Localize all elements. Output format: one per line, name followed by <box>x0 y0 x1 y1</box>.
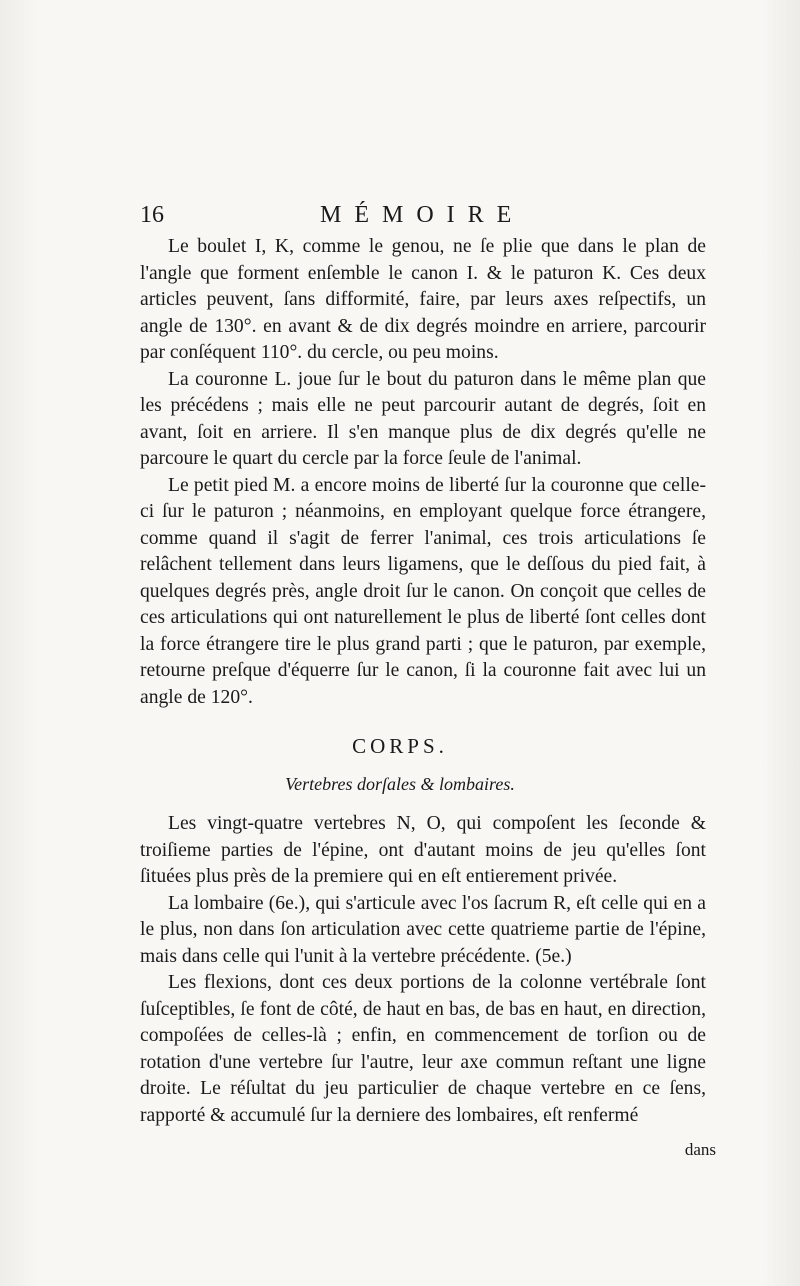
section-heading: CORPS. <box>352 734 448 758</box>
page-header <box>140 200 720 236</box>
page-number: 16 <box>140 202 164 228</box>
paragraph: Les flexions, dont ces deux portions de la colonne vertébrale ſont ſuſceptibles, ſe font de côté, de haut en bas, de bas en haut, en direction, compoſées de celles-là ; enfin, en commencement de torſion ou de rotation d'une vertebre ſur l'autre, leur axe commun reſtant une ligne droite. Le réſultat du jeu particulier de chaque vertebre en ce ſens, rapporté & accumulé ſur la derniere des lombaires, eſt renfermé <box>140 972 706 1126</box>
paragraph: Les vingt-quatre vertebres N, O, qui compoſent les ſeconde & troiſieme parties de l'épine, ont d'autant moins de jeu qu'elles ſont ſituées plus près de la premiere qui en eſt entierement privée. <box>140 813 706 887</box>
running-title: MÉMOIRE <box>320 202 525 228</box>
text-block-upper <box>140 234 706 711</box>
paragraph: La couronne L. joue ſur le bout du paturon dans le même plan que les précédens ; mais elle ne peut parcourir autant de degrés, ſoit en avant, ſoit en arriere. Il s'en manque plus de dix degrés qu'elle ne parcoure le quart du cercle par la force ſeule de l'animal. <box>140 368 706 469</box>
catchword: dans <box>684 1140 716 1159</box>
text-block-lower <box>140 811 706 1129</box>
paragraph: La lombaire (6e.), qui s'articule avec l'os ſacrum R, eſt celle qui en a le plus, non dans ſon articulation avec cette quatrieme partie de l'épine, mais dans celle qui l'unit à la vertebre précédente. (5e.) <box>140 892 706 967</box>
paragraph: Le boulet I, K, comme le genou, ne ſe plie que dans le plan de l'angle que forment enſemble le canon I. & le paturon K. Ces deux articles peuvent, ſans difformité, faire, par leurs axes reſpectifs, un angle de 130°. en avant & de dix degrés moindre en arriere, parcourir par conſéquent 110°. du cercle, ou peu moins. <box>140 236 706 363</box>
paragraph: Le petit pied M. a encore moins de liberté ſur la couronne que celle-ci ſur le paturon ; néanmoins, en employant quelque force étrangere, comme quand il s'agit de ferrer l'animal, ces trois articulations ſe relâchent tellement dans leurs ligamens, que le deſſous du pied fait, à quelques degrés près, angle droit ſur le canon. On conçoit que celles de ces articulations qui ont naturellement le plus de liberté ſont celles dont la force étrangere tire le plus grand parti ; que le paturon, par exemple, retourne preſque d'équerre ſur le canon, ſi la couronne fait avec lui un angle de 120°. <box>140 474 706 708</box>
section-subheading: Vertebres dorſales & lombaires. <box>285 774 515 794</box>
